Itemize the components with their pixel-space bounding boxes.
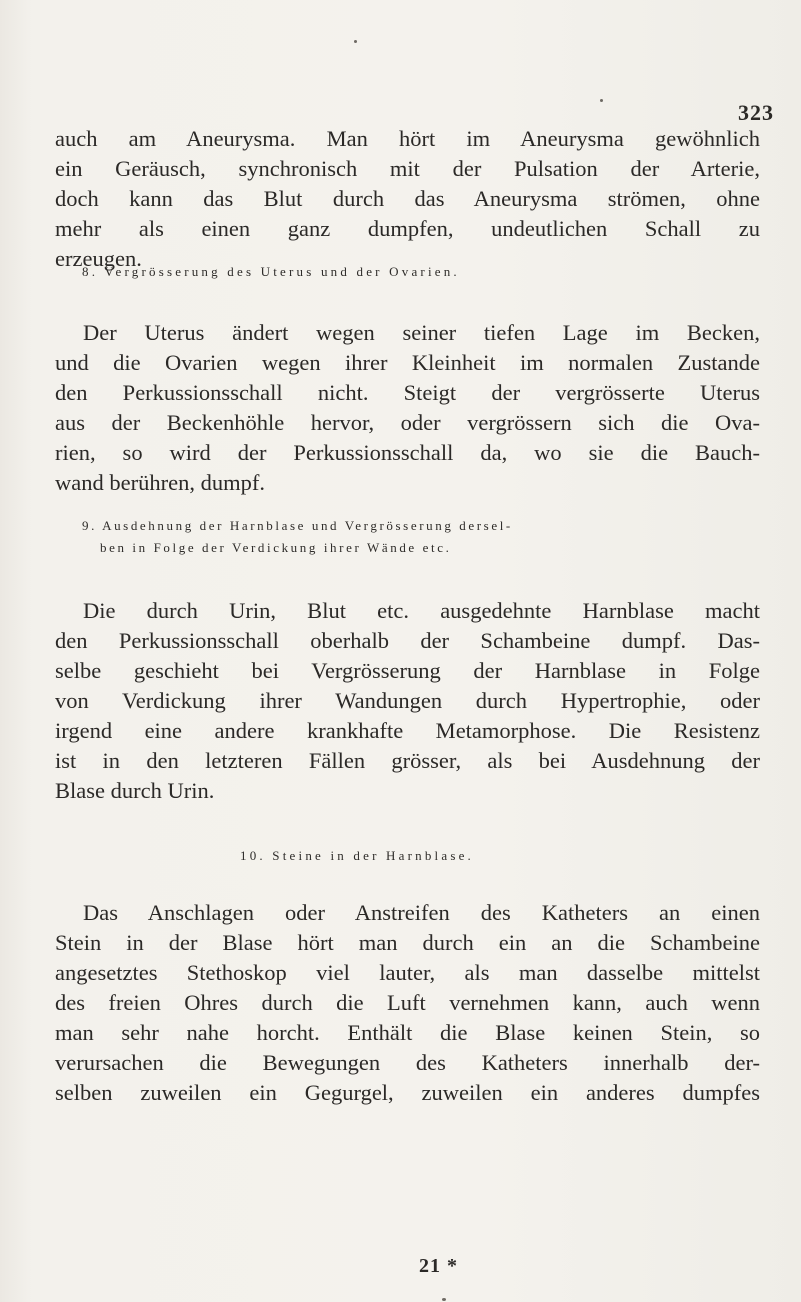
paragraph-aneurysma xyxy=(55,124,760,274)
text-line: doch kann das Blut durch das Aneurysma strömen, ohne xyxy=(55,186,760,211)
heading-line: 9. Ausdehnung der Harnblase und Vergrösserung dersel- xyxy=(82,518,513,533)
text-line: mehr als einen ganz dumpfen, undeutlichen Schall zu xyxy=(55,216,760,241)
text-line: ein Geräusch, synchronisch mit der Pulsation der Arterie, xyxy=(55,156,760,181)
text-line: erzeugen. xyxy=(55,246,142,271)
text-line: Stein in der Blase hört man durch ein an die Schambeine xyxy=(55,930,760,955)
text-line: den Perkussionsschall oberhalb der Schambeine dumpf. Das- xyxy=(55,628,760,653)
text-line: verursachen die Bewegungen des Katheters innerhalb der- xyxy=(55,1050,760,1075)
paper-speck xyxy=(354,40,357,43)
text-line: ist in den letzteren Fällen grösser, als bei Ausdehnung der xyxy=(55,748,760,773)
text-line: Blase durch Urin. xyxy=(55,778,215,803)
text-line: selbe geschieht bei Vergrösserung der Harnblase in Folge xyxy=(55,658,760,683)
paragraph-steine xyxy=(55,898,760,1108)
section-heading-8: 8. Vergrösserung des Uterus und der Ovarien. xyxy=(82,264,460,279)
page-number: 323 xyxy=(738,100,774,125)
text-line: Die durch Urin, Blut etc. ausgedehnte Harnblase macht xyxy=(83,598,760,623)
paragraph-uterus xyxy=(55,318,760,498)
text-line: auch am Aneurysma. Man hört im Aneurysma gewöhnlich xyxy=(55,126,760,151)
text-line: man sehr nahe horcht. Enthält die Blase keinen Stein, so xyxy=(55,1020,760,1045)
paper-speck xyxy=(442,1298,446,1301)
text-line: rien, so wird der Perkussionsschall da, wo sie die Bauch- xyxy=(55,440,760,465)
section-heading-10: 10. Steine in der Harnblase. xyxy=(240,848,475,863)
text-line: selben zuweilen ein Gegurgel, zuweilen ein anderes dumpfes xyxy=(55,1080,760,1105)
text-line: angesetztes Stethoskop viel lauter, als man dasselbe mittelst xyxy=(55,960,760,985)
paper-speck xyxy=(600,99,603,102)
text-line: irgend eine andere krankhafte Metamorphose. Die Resistenz xyxy=(55,718,760,743)
text-line: des freien Ohres durch die Luft vernehmen kann, auch wenn xyxy=(55,990,760,1015)
text-line: Der Uterus ändert wegen seiner tiefen Lage im Becken, xyxy=(83,320,760,345)
text-line: von Verdickung ihrer Wandungen durch Hypertrophie, oder xyxy=(55,688,760,713)
text-line: den Perkussionsschall nicht. Steigt der vergrösserte Uterus xyxy=(55,380,760,405)
text-line: Das Anschlagen oder Anstreifen des Katheters an einen xyxy=(83,900,760,925)
text-line: und die Ovarien wegen ihrer Kleinheit im normalen Zustande xyxy=(55,350,760,375)
section-heading-9 xyxy=(82,515,513,559)
paragraph-harnblase xyxy=(55,596,760,806)
text-line: aus der Beckenhöhle hervor, oder vergrössern sich die Ova- xyxy=(55,410,760,435)
text-line: wand berühren, dumpf. xyxy=(55,470,265,495)
signature-mark: 21 * xyxy=(419,1255,458,1277)
heading-line: ben in Folge der Verdickung ihrer Wände etc. xyxy=(100,540,452,555)
